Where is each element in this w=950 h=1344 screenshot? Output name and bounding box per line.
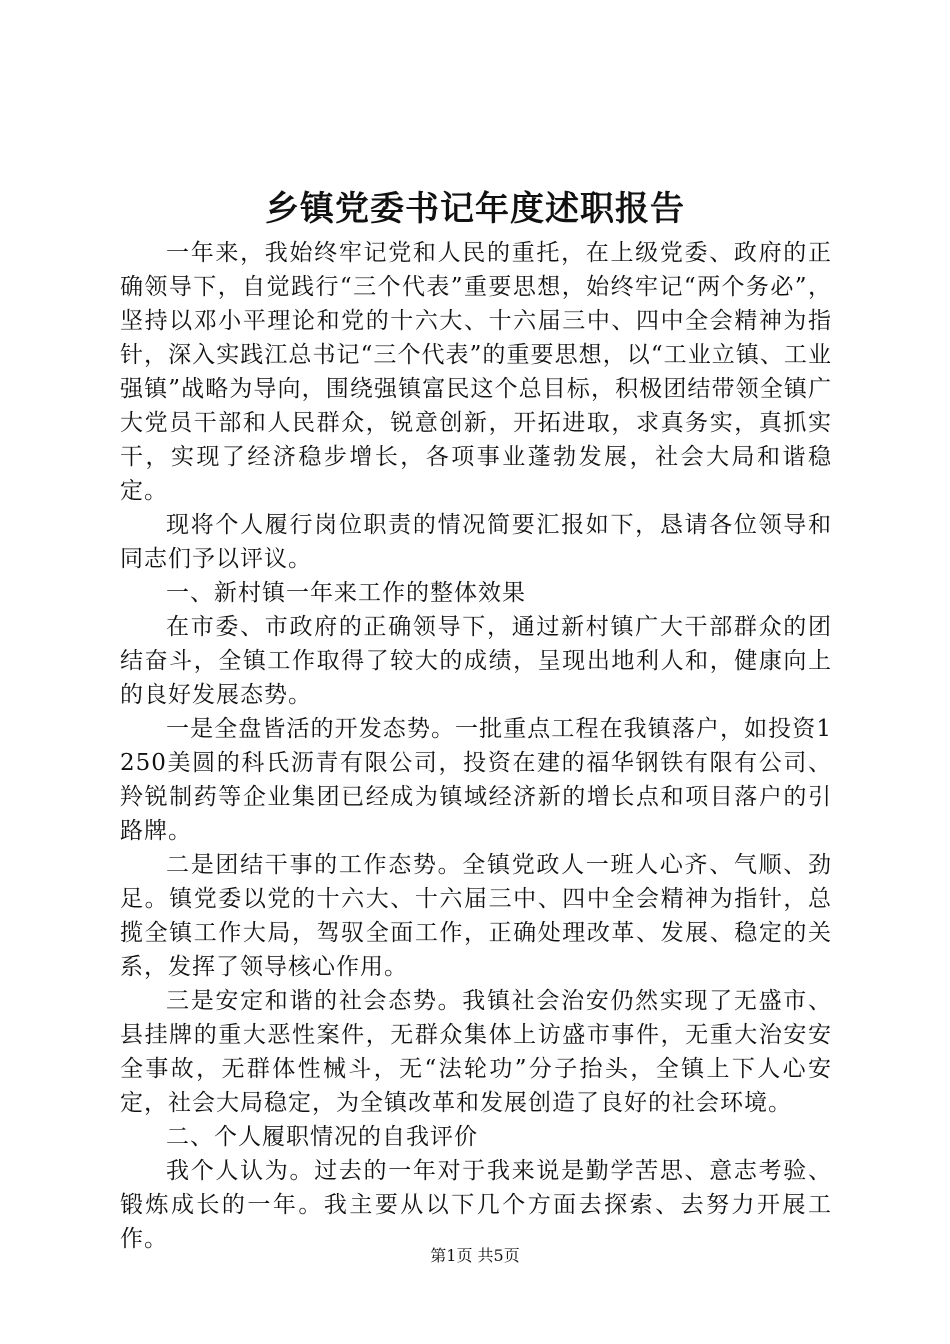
page-footer: 第1页 共5页 [430, 1246, 520, 1265]
paragraph-report-request: 现将个人履行岗位职责的情况简要汇报如下，恳请各位领导和同志们予以评议。 [120, 512, 832, 572]
document-title: 乡镇党委书记年度述职报告 [265, 189, 685, 229]
paragraph-development: 一是全盘皆活的开发态势。一批重点工程在我镇落户，如投资1250美圆的科氏沥青有限公司，投资在建的福华钢铁有限有公司、羚锐制药等企业集团已经成为镇域经济新的增长点和项目落户的引路牌。 [120, 716, 832, 844]
section-heading-2: 二、个人履职情况的自我评价 [166, 1124, 478, 1150]
paragraph-overall-effect: 在市委、市政府的正确领导下，通过新村镇广大干部群众的团结奋斗，全镇工作取得了较大的成绩，呈现出地利人和，健康向上的良好发展态势。 [120, 614, 832, 708]
paragraph-social-stability: 三是安定和谐的社会态势。我镇社会治安仍然实现了无盛市、县挂牌的重大恶性案件，无群众集体上访盛市事件，无重大治安安全事故，无群体性械斗，无“法轮功”分子抬头，全镇上下人心安定，社会大局稳定，为全镇改革和发展创造了良好的社会环境。 [120, 988, 832, 1116]
paragraph-teamwork: 二是团结干事的工作态势。全镇党政人一班人心齐、气顺、劲足。镇党委以党的十六大、十六届三中、四中全会精神为指针，总揽全镇工作大局，驾驭全面工作，正确处理改革、发展、稳定的关系，发挥了领导核心作用。 [120, 852, 832, 980]
paragraph-intro: 一年来，我始终牢记党和人民的重托，在上级党委、政府的正确领导下，自觉践行“三个代表”重要思想，始终牢记“两个务必”，坚持以邓小平理论和党的十六大、十六届三中、四中全会精神为指针，深入实践江总书记“三个代表”的重要思想，以“工业立镇、工业强镇”战略为导向，围绕强镇富民这个总目标，积极团结带领全镇广大党员干部和人民群众，锐意创新，开拓进取，求真务实，真抓实干，实现了经济稳步增长，各项事业蓬勃发展，社会大局和谐稳定。 [120, 240, 832, 504]
paragraph-self-evaluation: 我个人认为。过去的一年对于我来说是勤学苦思、意志考验、锻炼成长的一年。我主要从以下几个方面去探索、去努力开展工作。 [120, 1158, 832, 1252]
document-body [120, 236, 832, 1256]
section-heading-1: 一、新村镇一年来工作的整体效果 [166, 580, 526, 606]
